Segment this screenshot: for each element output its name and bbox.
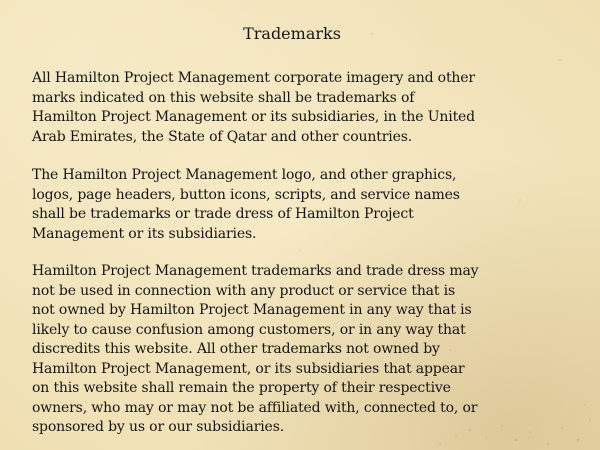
paragraph-line: shall be trademarks or trade dress of Hamilton Project [32,206,414,222]
paragraph-line: All Hamilton Project Management corporate imagery and other [32,70,475,86]
paragraph-line: The Hamilton Project Management logo, and other graphics, [32,167,457,183]
paragraph-line: logos, page headers, button icons, scripts, and service names [32,186,460,203]
paragraph-line: marks indicated on this website shall be trademarks of [32,89,415,106]
page-title: Trademarks [243,24,341,43]
paragraph-trade-dress [32,166,584,244]
paragraph-trademark-imagery [32,69,584,147]
paragraph-line: Hamilton Project Management trademarks and trade dress may [32,263,479,279]
paragraph-line: on this website shall remain the property of their respective [32,380,451,396]
paragraph-line: Management or its subsidiaries. [32,225,257,242]
paragraph-line: likely to cause confusion among customers, or in any way that [32,321,466,338]
paragraph-line: not owned by Hamilton Project Management in any way that is [32,302,472,318]
paragraph-line: Hamilton Project Management, or its subsidiaries that appear [32,360,465,377]
paragraph-usage-restrictions [32,262,584,438]
paragraph-line: discredits this website. All other trademarks not owned by [32,341,440,357]
paragraph-line: not be used in connection with any product or service that is [32,282,456,299]
paragraph-line: Arab Emirates, the State of Qatar and other countries. [32,128,413,145]
paragraph-line: sponsored by us or our subsidiaries. [32,419,285,435]
paragraph-line: Hamilton Project Management or its subsidiaries, in the United [32,109,475,125]
paragraph-line: owners, who may or may not be affiliated with, connected to, or [32,399,478,416]
